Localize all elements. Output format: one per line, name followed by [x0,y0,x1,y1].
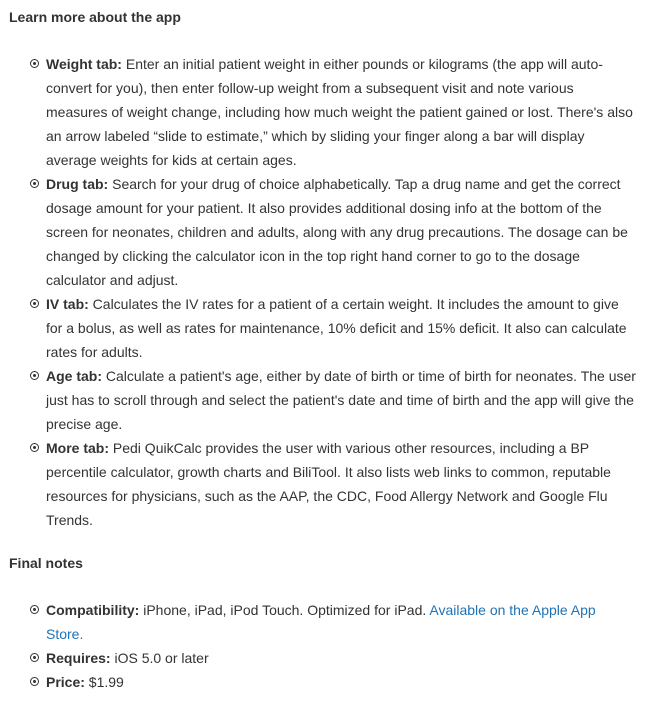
item-term: IV tab: [46,296,89,312]
circle-bullet-icon [30,371,39,380]
circle-bullet-icon [30,179,39,188]
list-item-more-tab [46,436,636,532]
section-heading-learn-more: Learn more about the app [9,9,181,25]
item-text: $1.99 [84,674,124,690]
list-item-drug-tab [46,172,636,292]
feature-list [46,52,636,532]
app-store-link[interactable]: Available on the Apple App Store. [46,602,596,642]
list-item-price [46,670,636,694]
item-term: Weight tab: [46,56,122,72]
section-heading-final-notes: Final notes [9,555,83,571]
list-item-iv-tab [46,292,636,364]
item-term: Drug tab: [46,176,109,192]
list-item-weight-tab [46,52,636,172]
circle-bullet-icon [30,605,39,614]
item-term: Price: [46,674,85,690]
list-item-age-tab [46,364,636,436]
circle-bullet-icon [30,677,39,686]
item-text: Calculate a patient's age, either by date of birth or time of birth for neonates. The user just has to scroll through and select the patient's date and time of birth and the app will give the precise age. [46,368,636,432]
list-item-compatibility [46,598,636,646]
item-term: Requires: [46,650,111,666]
final-notes-list [46,598,636,694]
item-text: Pedi QuikCalc provides the user with various other resources, including a BP percentile calculator, growth charts and BiliTool. It also lists web links to common, reputable resources for physicians, such as the AAP, the CDC, Food Allergy Network and Google Flu Trends. [46,440,611,528]
item-term: Age tab: [46,368,102,384]
list-item-requires [46,646,636,670]
item-text: iOS 5.0 or later [110,650,209,666]
item-term: Compatibility: [46,602,140,618]
item-text: Search for your drug of choice alphabetically. Tap a drug name and get the correct dosage amount for your patient. It also provides additional dosing info at the bottom of the screen for neonates, children and adults, along with any drug precautions. The dosage can be changed by clicking the calculator icon in the top right hand corner to go to the dosage calculator and adjust. [46,176,628,288]
item-text: Enter an initial patient weight in either pounds or kilograms (the app will auto-convert for you), then enter follow-up weight from a subsequent visit and note various measures of weight change, including how much weight the patient gained or lost. There's also an arrow labeled “slide to estimate,” which by sliding your finger along a bar will display average weights for kids at certain ages. [46,56,633,168]
circle-bullet-icon [30,653,39,662]
item-term: More tab: [46,440,109,456]
circle-bullet-icon [30,443,39,452]
circle-bullet-icon [30,59,39,68]
item-text: Calculates the IV rates for a patient of a certain weight. It includes the amount to give for a bolus, as well as rates for maintenance, 10% deficit and 15% deficit. It also can calculate rates for adults. [46,296,627,360]
item-text: iPhone, iPad, iPod Touch. Optimized for iPad. [139,602,430,618]
circle-bullet-icon [30,299,39,308]
